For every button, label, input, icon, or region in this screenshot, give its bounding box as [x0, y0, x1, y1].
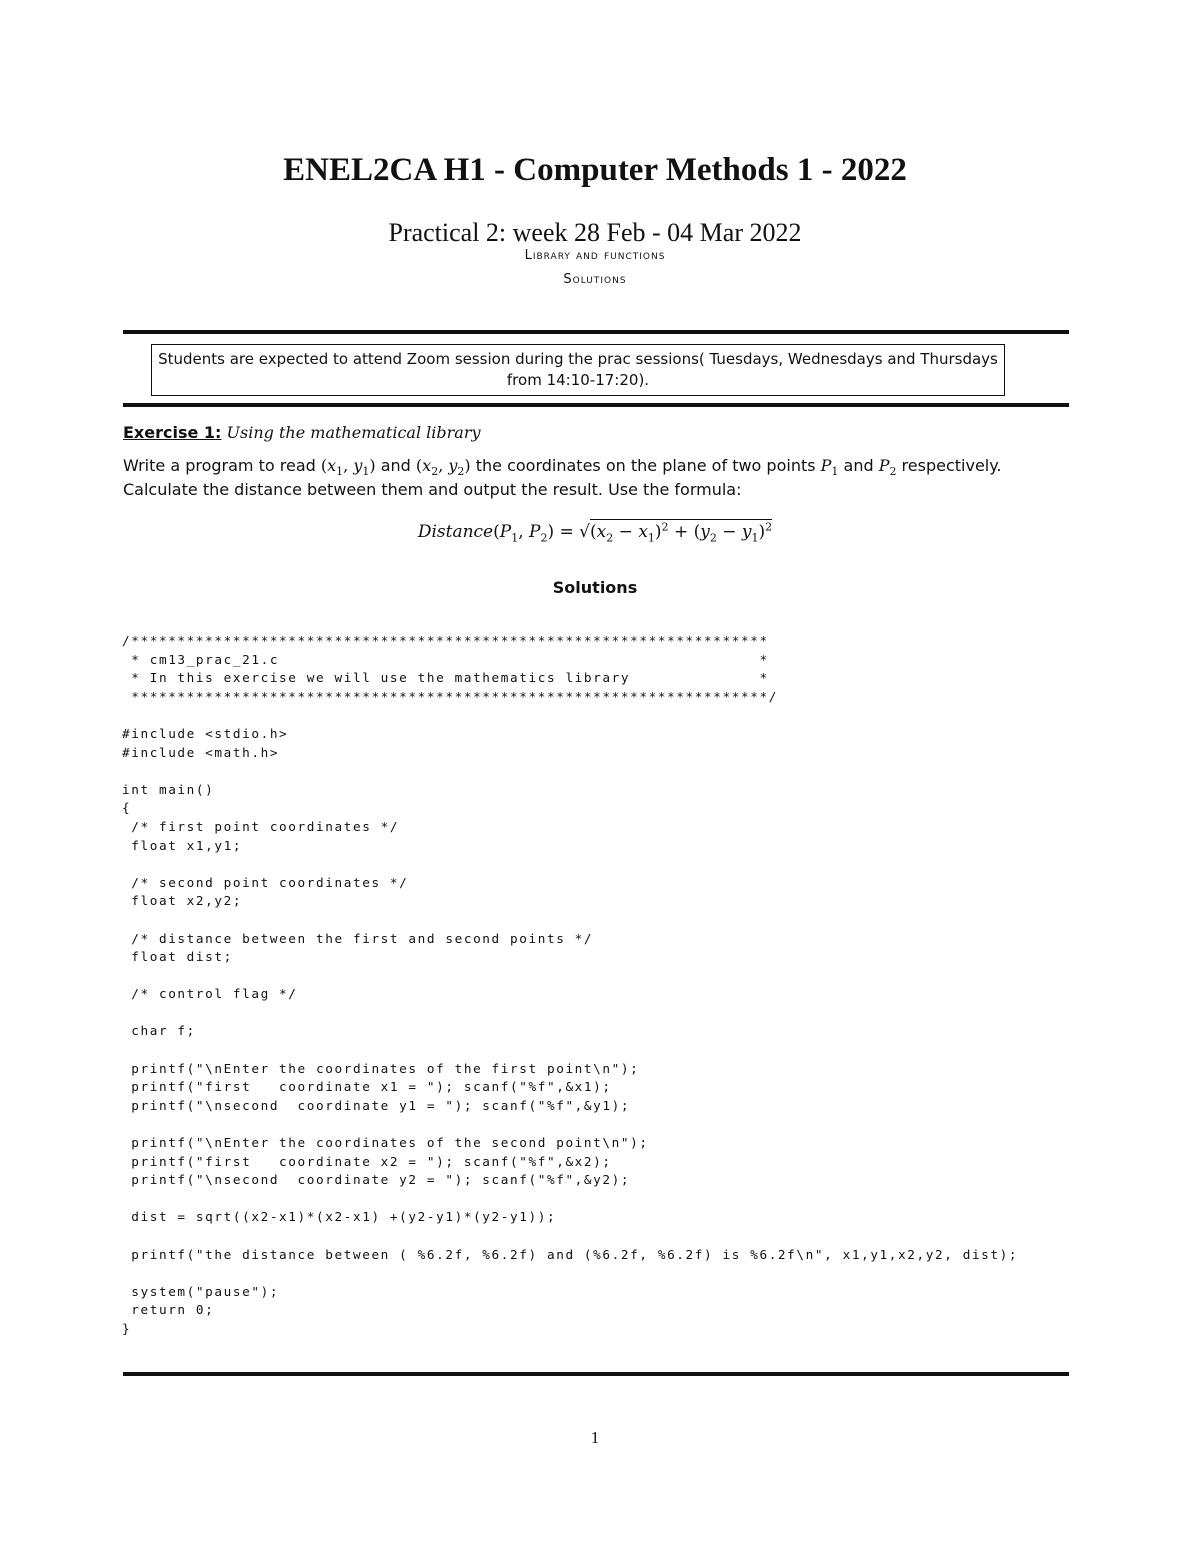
desc-mid: the coordinates on the plane of two points — [470, 456, 821, 475]
exercise-topic: Using the mathematical library — [226, 423, 481, 442]
exercise-description: Write a program to read ($x_1$, $y_1$) and ($x_2$, $y_2$) the coordinates on the plane of two points $P_1$ and $P_2$ respectively. Calculate the distance between them and output the result. Use the formula: — [123, 456, 1002, 499]
code-listing: /********************************************************************* * cm13_prac_21.c * * In this exercise we will use the mathematics library * *********************************************************************/ #include <stdio.h> #include <math.h> int main() { /* first point coordinates */ float x1,y1; /* second point coordinates */ float x2,y2; /* distance between the first and second points */ float dist; /* control flag */ char f; printf("\nEnter the coordinates of the first point\n"); printf("first coordinate x1 = "); scanf("%f",&x1); printf("\nsecond coordinate y1 = "); scanf("%f",&y1); printf("\nEnter the coordinates of the second point\n"); printf("first coordinate x2 = "); scanf("%f",&x2); printf("\nsecond coordinate y2 = "); scanf("%f",&y2); dist = sqrt((x2-x1)*(x2-x1) +(y2-y1)*(y2-y1)); printf("the distance between ( %6.2f, %6.2f) and (%6.2f, %6.2f) is %6.2f\n", x1,y1,x2,y2, dist); system("pause"); return 0; } — [122, 633, 1019, 1336]
exercise-label: Exercise 1 — [123, 423, 216, 442]
middle-rule — [123, 403, 1069, 407]
desc-end: respectively. Calculate the distance between them and output the result. Use the formula: — [123, 456, 1002, 499]
point-p1: P — [820, 456, 832, 475]
sqrt-expression: $√(x_2 - x_1)^2 + (y_2 - y_1)^2$ — [579, 520, 773, 545]
page-number: 1 — [590, 1428, 600, 1447]
topic-line: Library and functions — [524, 248, 666, 263]
document-title: ENEL2CA H1 - Computer Methods 1 - 2022 — [283, 152, 907, 188]
desc-start: Write a program to read — [123, 456, 321, 475]
practical-subtitle: Practical 2: week 28 Feb - 04 Mar 2022 — [388, 218, 802, 247]
point-p2: P — [878, 456, 890, 475]
point1-coords: ($x_1$, $y_1$) — [320, 456, 376, 479]
distance-formula: $Distance(P_1$, $P_2) = √(x_2 - x_1)^2 + (y_2 - y_1)^2$ — [417, 520, 773, 545]
solutions-line: Solutions — [563, 272, 627, 287]
solutions-heading: Solutions — [552, 578, 638, 597]
point2-coords: ($x_2$, $y_2$) — [415, 456, 471, 479]
exercise-heading: Exercise 1: Using the mathematical library — [123, 423, 481, 442]
top-rule — [123, 330, 1069, 334]
notice-box: Students are expected to attend Zoom session during the prac sessions( Tuesdays, Wednesdays and Thursdays from 14:10-17:20). — [151, 344, 1005, 396]
bottom-rule — [123, 1372, 1069, 1376]
